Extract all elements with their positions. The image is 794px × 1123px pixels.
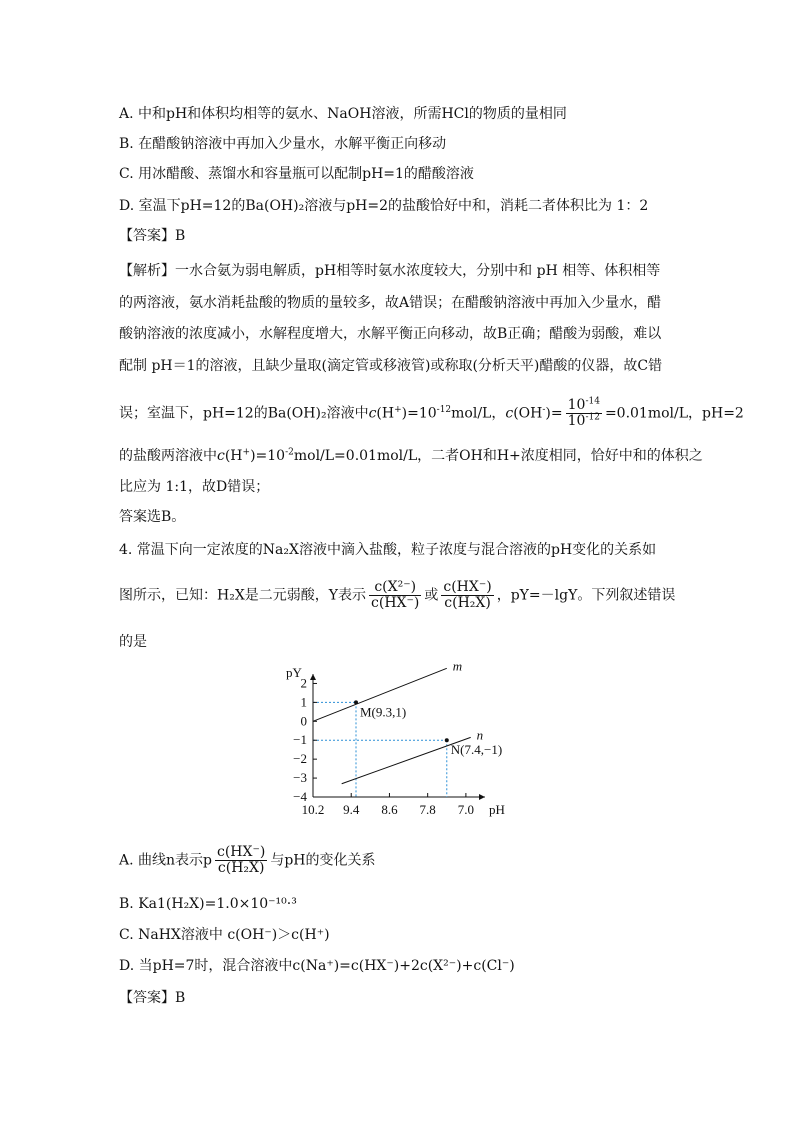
q3-option-b: B. 在醋酸钠溶液中再加入少量水，水解平衡正向移动 xyxy=(119,136,447,152)
q3-answer: 【答案】B xyxy=(119,228,186,244)
y-axis-arrow xyxy=(310,674,316,680)
q4-answer: 【答案】B xyxy=(119,990,186,1006)
q3-analysis-2: 的两溶液，氨水消耗盐酸的物质的量较多，故A错误；在醋酸钠溶液中再加入少量水，醋 xyxy=(119,295,662,311)
q3-analysis-1: 【解析】一水合氨为弱电解质，pH相等时氨水浓度较大，分别中和 pH 相等、体积相等 xyxy=(119,263,661,279)
point-label: N(7.4,−1) xyxy=(450,742,503,758)
point-marker xyxy=(445,738,449,742)
x-axis-arrow xyxy=(479,794,485,800)
q4-stem-2-start: 图所示，已知：H₂X是二元弱酸，Y表示 xyxy=(119,587,367,604)
ratio-fraction-1: $\frac{\text{c(X²⁻)}}{c(HX^-)}$ xyxy=(371,579,420,611)
y-tick-label: 2 xyxy=(300,675,307,691)
point-label: M(9.3,1) xyxy=(360,704,407,720)
q4-option-c: C. NaHX溶液中 c(OH⁻)＞c(H⁺) xyxy=(119,927,330,943)
analysis-5-end: =0.01mol/L，pH=2 xyxy=(604,405,744,422)
x-axis-label: pH xyxy=(489,802,505,817)
q4-option-d: D. 当pH=7时，混合溶液中c(Na⁺)=c(HX⁻)+2c(X²⁻)+c(Cl⁻) xyxy=(119,958,515,974)
q4-stem-2-end: ，pY=－lgY。下列叙述错误 xyxy=(496,587,676,604)
y-tick-label: 0 xyxy=(300,713,307,729)
y-tick-label: −4 xyxy=(293,789,307,804)
q3-option-a: A. 中和pH和体积均相等的氨水、NaOH溶液，所需HCl的物质的量相同 xyxy=(119,106,567,122)
q3-analysis-7: 比应为 1:1，故D错误； xyxy=(119,479,270,495)
kw-fraction: $\frac{10^{-14}}{10^{-12}}$ xyxy=(567,396,600,429)
q4-option-a-end: 与pH的变化关系 xyxy=(270,852,376,869)
x-tick-label: 7.8 xyxy=(419,802,436,817)
q4-stem-2 xyxy=(119,580,675,611)
chart-axes xyxy=(286,665,505,817)
chart-series xyxy=(313,662,483,784)
q4-stem-3: 的是 xyxy=(119,634,147,650)
q4-option-a-start: A. 曲线n表示p xyxy=(119,852,212,869)
y-tick-label: 1 xyxy=(300,694,307,710)
ratio-fraction-2: $\frac{c(HX^-)}{\text{c(H₂X)}}$ xyxy=(443,579,492,611)
q3-option-d: D. 室温下pH=12的Ba(OH)₂溶液与pH=2的盐酸恰好中和，消耗二者体积比为 1：2 xyxy=(119,198,649,214)
analysis-6-start: 的盐酸两溶液中 xyxy=(119,448,217,464)
q3-option-c: C. 用冰醋酸、蒸馏水和容量瓶可以配制pH=1的醋酸溶液 xyxy=(119,166,474,182)
x-tick-label: 7.0 xyxy=(457,802,475,817)
x-tick-label: 8.6 xyxy=(381,802,398,817)
analysis-5-unit: mol/L， xyxy=(451,405,506,422)
q3-analysis-8: 答案选B。 xyxy=(119,509,186,525)
analysis-6-end: mol/L=0.01mol/L，二者OH和H+浓度相同，恰好中和的体积之 xyxy=(293,448,703,464)
option-a-fraction: $\frac{c(HX^-)}{\text{c(H₂X)}}$ xyxy=(217,844,266,876)
analysis-5-start: 误；室温下，pH=12的Ba(OH)₂溶液中 xyxy=(119,405,369,422)
y-axis-label: pY xyxy=(286,665,302,680)
x-tick-label: 9.4 xyxy=(343,802,360,817)
q3-analysis-6: 的盐酸两溶液中$c(H^+)=10^{-2}mol/L=0.01mol/L$，二者OH和H+浓度相同，恰好中和的体积之 xyxy=(119,447,703,464)
q4-option-b: B. Ka1(H₂X)=1.0×10⁻¹⁰·³ xyxy=(119,896,297,912)
y-tick-label: −2 xyxy=(293,751,307,767)
point-marker xyxy=(354,700,358,704)
q3-analysis-5: 误；室温下，pH=12的Ba(OH)₂溶液中$c(H^+)=10^{-12}mol/L$，c(OH-)= $\frac{10^{-14}}{10^{-12}}$ =0.01mol/L，pH=2 xyxy=(119,396,744,429)
y-tick-label: −3 xyxy=(293,770,307,786)
series-label-n: n xyxy=(476,727,484,743)
q3-analysis-3: 酸钠溶液的浓度减小，水解程度增大，水解平衡正向移动，故B正确；醋酸为弱酸，难以 xyxy=(119,326,662,342)
q3-analysis-4: 配制 pH＝1的溶液，且缺少量取(滴定管或移液管)或称取(分析天平)醋酸的仪器，故C错 xyxy=(119,358,663,374)
py-ph-chart xyxy=(280,662,520,822)
q4-stem-1: 4. 常温下向一定浓度的Na₂X溶液中滴入盐酸，粒子浓度与混合溶液的pH变化的关系如 xyxy=(119,542,657,558)
x-tick-label: 10.2 xyxy=(301,802,325,817)
series-label-m: m xyxy=(452,662,463,674)
q4-stem-2-or: 或 xyxy=(424,587,439,604)
y-tick-label: −1 xyxy=(293,732,307,748)
q4-option-a xyxy=(119,845,376,876)
